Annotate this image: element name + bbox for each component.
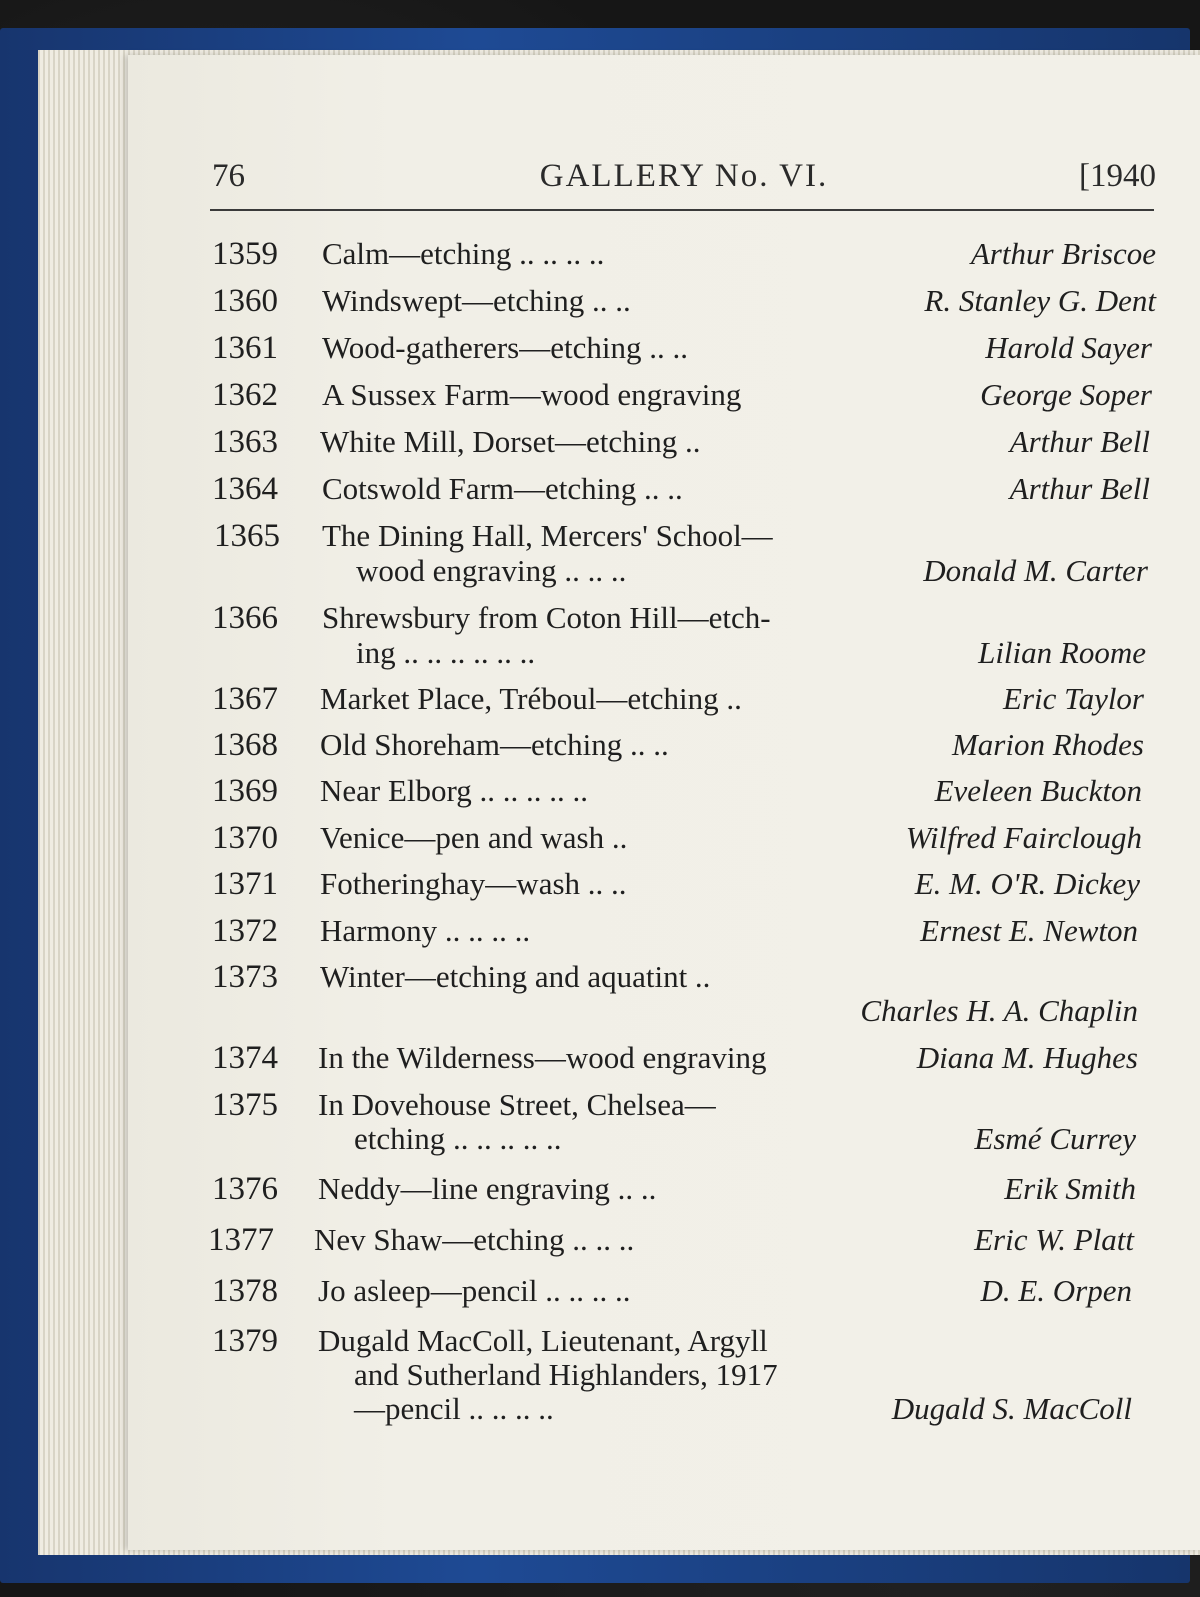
entry-artist: Eric Taylor: [1003, 681, 1144, 716]
entry-title: Nev Shaw—etching .. .. ..: [314, 1222, 635, 1257]
entry-number: 1364: [212, 471, 278, 507]
entry-number: 1372: [212, 913, 278, 949]
entry-number: 1366: [212, 600, 278, 636]
entry-title: Cotswold Farm—etching .. ..: [322, 471, 683, 506]
entry-number: 1371: [212, 866, 278, 902]
entry-artist: George Soper: [980, 377, 1152, 412]
entry-artist: Erik Smith: [1004, 1171, 1136, 1206]
entry-title: In Dovehouse Street, Chelsea—: [318, 1087, 716, 1122]
entry-artist: Diana M. Hughes: [916, 1040, 1138, 1075]
entry-artist: Eric W. Platt: [974, 1222, 1134, 1257]
year-marker: [1940: [1079, 158, 1156, 194]
entry-artist: Dugald S. MacColl: [891, 1391, 1132, 1426]
entry-number: 1378: [212, 1273, 278, 1309]
entry-title: Windswept—etching .. ..: [322, 283, 631, 318]
entry-title: The Dining Hall, Mercers' School—: [322, 518, 773, 553]
entry-number: 1377: [208, 1222, 274, 1258]
entry-artist: R. Stanley G. Dent: [924, 283, 1156, 318]
entry-number: 1363: [212, 424, 278, 460]
entry-title: Calm—etching .. .. .. ..: [322, 236, 605, 271]
entry-artist: Ernest E. Newton: [920, 913, 1138, 948]
entry-title-continued: etching .. .. .. .. ..: [354, 1121, 562, 1156]
entry-title: Winter—etching and aquatint ..: [320, 959, 711, 994]
entry-title: Old Shoreham—etching .. ..: [320, 727, 669, 762]
page-number: 76: [212, 158, 245, 194]
entry-title: Dugald MacColl, Lieutenant, Argyll: [318, 1323, 768, 1358]
entry-title-continued: ing .. .. .. .. .. ..: [356, 635, 536, 670]
entry-artist: E. M. O'R. Dickey: [914, 866, 1140, 901]
entry-artist: Arthur Bell: [1009, 471, 1150, 506]
entry-number: 1362: [212, 377, 278, 413]
entry-number: 1361: [212, 330, 278, 366]
entry-artist: Harold Sayer: [985, 330, 1152, 365]
entry-title: Shrewsbury from Coton Hill—etch-: [322, 600, 771, 635]
entry-artist: Donald M. Carter: [923, 553, 1148, 588]
entry-artist: Wilfred Fairclough: [905, 820, 1142, 855]
entry-number: 1376: [212, 1171, 278, 1207]
entry-artist: Arthur Briscoe: [970, 236, 1156, 271]
entry-artist: Marion Rhodes: [951, 727, 1144, 762]
entry-number: 1373: [212, 959, 278, 995]
entry-title: Fotheringhay—wash .. ..: [320, 866, 627, 901]
entry-number: 1370: [212, 820, 278, 856]
entry-number: 1369: [212, 773, 278, 809]
entry-title: Market Place, Tréboul—etching ..: [320, 681, 742, 716]
entry-artist: Arthur Bell: [1009, 424, 1150, 459]
entry-title: Jo asleep—pencil .. .. .. ..: [318, 1273, 631, 1308]
entry-number: 1375: [212, 1087, 278, 1123]
entry-title: In the Wilderness—wood engraving: [318, 1040, 767, 1075]
entry-artist: Eveleen Buckton: [934, 773, 1142, 808]
entry-number: 1365: [214, 518, 280, 554]
entry-number: 1360: [212, 283, 278, 319]
entry-artist: Charles H. A. Chaplin: [860, 993, 1138, 1028]
entry-title: Neddy—line engraving .. ..: [318, 1171, 657, 1206]
entry-title-continued: wood engraving .. .. ..: [356, 553, 627, 588]
entry-artist: Lilian Roome: [978, 635, 1146, 670]
entry-number: 1359: [212, 236, 278, 272]
entry-number: 1367: [212, 681, 278, 717]
entry-artist: D. E. Orpen: [980, 1273, 1132, 1308]
entry-title-continued: —pencil .. .. .. ..: [354, 1391, 554, 1426]
entry-number: 1374: [212, 1040, 278, 1076]
entry-title-continued: and Sutherland Highlanders, 1917: [354, 1357, 778, 1392]
entry-title: A Sussex Farm—wood engraving: [322, 377, 742, 412]
entry-number: 1379: [212, 1323, 278, 1359]
entry-title: Venice—pen and wash ..: [320, 820, 628, 855]
entry-title: White Mill, Dorset—etching ..: [320, 424, 701, 459]
entry-title: Wood-gatherers—etching .. ..: [322, 330, 688, 365]
page-title: GALLERY No. VI.: [539, 158, 829, 194]
entry-artist: Esmé Currey: [974, 1121, 1136, 1156]
entry-title: Harmony .. .. .. ..: [320, 913, 531, 948]
entry-number: 1368: [212, 727, 278, 763]
entry-title: Near Elborg .. .. .. .. ..: [320, 773, 589, 808]
